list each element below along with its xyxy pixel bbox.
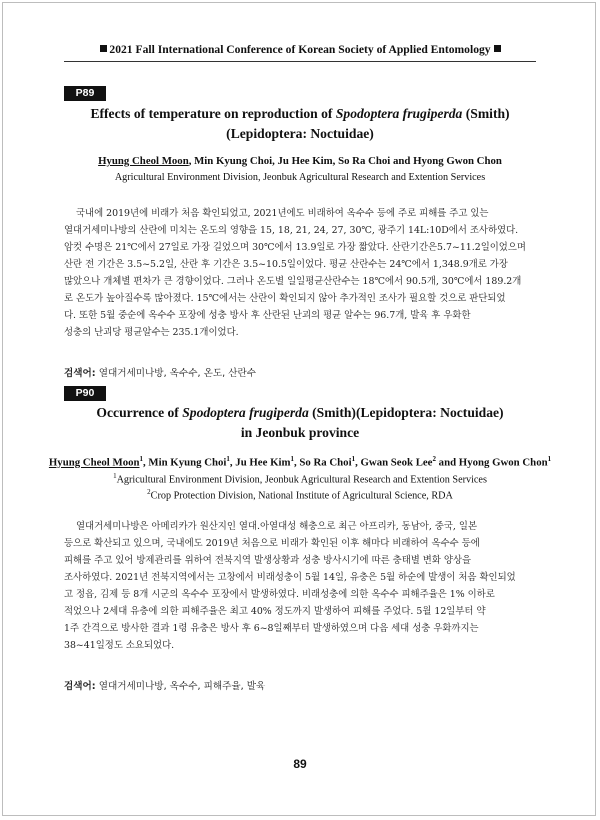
- presenting-author: Hyung Cheol Moon: [98, 155, 189, 167]
- abstract-line: 조사하였다. 2021년 전북지역에서는 고창에서 비래성충이 5월 14일, 유충은 5월 하순에 발생이 처음 확인되었: [64, 572, 516, 583]
- abstract-line: 열대거세미나방은 아메리카가 원산지인 열대.아열대성 해충으로 최근 아프리카, 동남아, 중국, 일본: [76, 521, 477, 532]
- poster-id-badge: P89: [64, 86, 106, 101]
- title-line: [64, 403, 536, 423]
- abstract-line: 국내에 2019년에 비래가 처음 확인되었고, 2021년에도 비래하여 옥수수 등에 주로 피해를 주고 있는: [76, 208, 489, 219]
- abstract-line: 암컷 수명은 21℃에서 27일로 가장 길었으며 30℃에서 13.9일로 가장 짧았다. 산란기간은5.7~11.2일이었으며: [64, 242, 526, 253]
- abstract-line: 등으로 확산되고 있으며, 국내에도 2019년 처음으로 비래가 확인된 이후 해마다 비래하여 옥수수 등에: [64, 538, 480, 549]
- abstract-line: 많았으나 개체별 편차가 큰 경향이었다. 그러나 온도별 일일평균산란수는 18℃에서 90.5개, 30℃에서 189.2개: [64, 276, 522, 287]
- co-author: , Min Kyung Choi: [143, 456, 227, 469]
- abstract-line: 고 정읍, 김제 등 8개 시군의 옥수수 포장에서 발생하였다. 비래성충에 의한 옥수수 피해주율은 1% 이하로: [64, 589, 495, 600]
- affiliation-mark: 1: [226, 455, 230, 463]
- affiliation: [40, 472, 560, 485]
- affiliation: Agricultural Environment Division, Jeonbuk Agricultural Research and Extention Services: [114, 172, 486, 183]
- species-name: Spodoptera frugiperda: [335, 106, 463, 121]
- square-bullet-icon: [100, 45, 107, 52]
- square-bullet-icon: [494, 45, 501, 52]
- keywords-value: 열대거세미나방, 옥수수, 온도, 산란수: [95, 368, 257, 379]
- title-text: (Smith)(Lepidoptera: Noctuidae): [308, 405, 504, 420]
- presenting-author: Hyung Cheol Moon: [48, 456, 140, 469]
- page-number: 89: [293, 757, 307, 771]
- title-text: Occurrence of: [96, 405, 183, 420]
- author-list: [40, 155, 560, 167]
- affiliation-mark: 1: [113, 472, 117, 480]
- abstract-line: 다. 또한 5월 중순에 옥수수 포장에 성충 방사 후 산란된 난괴의 평균 알수는 96.7개, 발육 후 우화한: [64, 310, 471, 321]
- abstract: [64, 205, 536, 341]
- keywords: [64, 678, 536, 692]
- affiliation: [40, 488, 560, 501]
- title-text: Effects of temperature on reproduction of: [90, 106, 336, 121]
- affiliation-mark: 2: [147, 488, 151, 496]
- abstract-line: 1주 간격으로 방사한 결과 1령 유충은 방사 후 6~8일째부터 발생하였으며 다음 세대 성충 우화까지는: [64, 623, 479, 634]
- co-author: , Gwan Seok Lee: [355, 456, 433, 469]
- poster-id-badge: P90: [64, 386, 106, 401]
- author-list: [40, 455, 560, 469]
- affiliation-mark: 1: [290, 455, 294, 463]
- title-line: [64, 104, 536, 124]
- affiliation-text: Agricultural Environment Division, Jeonbuk Agricultural Research and Extention Services: [116, 474, 487, 486]
- species-name: Spodoptera frugiperda: [182, 405, 309, 420]
- co-author: , Ju Hee Kim: [229, 456, 291, 469]
- affiliation-mark: 1: [351, 455, 356, 463]
- title-text: (Smith): [462, 106, 510, 121]
- paper-title: [64, 104, 536, 144]
- co-author: , So Ra Choi: [293, 456, 352, 469]
- affiliation-text: Crop Protection Division, National Institute of Agricultural Science, RDA: [150, 490, 453, 502]
- abstract-line: 열대거세미나방의 산란에 미치는 온도의 영향을 15, 18, 21, 24, 27, 30℃, 광주기 14L:10D에서 조사하였다.: [64, 225, 519, 236]
- affiliation-mark: 1: [547, 455, 552, 463]
- title-line: in Jeonbuk province: [240, 425, 360, 440]
- abstract-line: 38~41일정도 소요되었다.: [64, 640, 175, 651]
- header-rule: [64, 61, 536, 62]
- abstract-line: 적었으나 2세대 유충에 의한 피해주율은 최고 40% 정도까지 발생하여 피해를 주었다. 5월 12일부터 약: [64, 606, 486, 617]
- title-line: (Lepidoptera: Noctuidae): [226, 126, 374, 141]
- co-author: and Hyong Gwon Chon: [435, 456, 548, 469]
- paper-title: [64, 403, 536, 443]
- keywords-label: 검색어:: [64, 681, 96, 692]
- abstract-line: 성충의 난괴당 평균알수는 235.1개이었다.: [64, 327, 239, 338]
- running-header: [64, 43, 536, 56]
- keywords-label: 검색어:: [64, 368, 96, 379]
- keywords-value: 열대거세미나방, 옥수수, 피해주율, 발육: [95, 681, 266, 692]
- co-authors: , Min Kyung Choi, Ju Hee Kim, So Ra Choi and Hyong Gwon Chon: [188, 155, 502, 167]
- abstract-line: 산란 전 기간은 3.5~5.2일, 산란 후 기간은 3.5~10.5일이었다. 평균 산란수는 24℃에서 1,348.9개로 가장: [64, 259, 508, 270]
- abstract: [64, 518, 536, 654]
- abstract-line: 로 온도가 높아질수록 많아졌다. 15℃에서는 산란이 확인되지 않아 추가적인 조사가 필요할 것으로 판단되었: [64, 293, 506, 304]
- affiliation-mark: 1: [139, 455, 143, 463]
- abstract-line: 피해를 주고 있어 방제관리를 위하여 전북지역 발생상황과 성충 방사시기에 따른 충태별 변화 양상을: [64, 555, 472, 566]
- affiliation-mark: 2: [432, 455, 436, 463]
- keywords: [64, 365, 536, 379]
- conference-title: 2021 Fall International Conference of Korean Society of Applied Entomology: [109, 43, 491, 56]
